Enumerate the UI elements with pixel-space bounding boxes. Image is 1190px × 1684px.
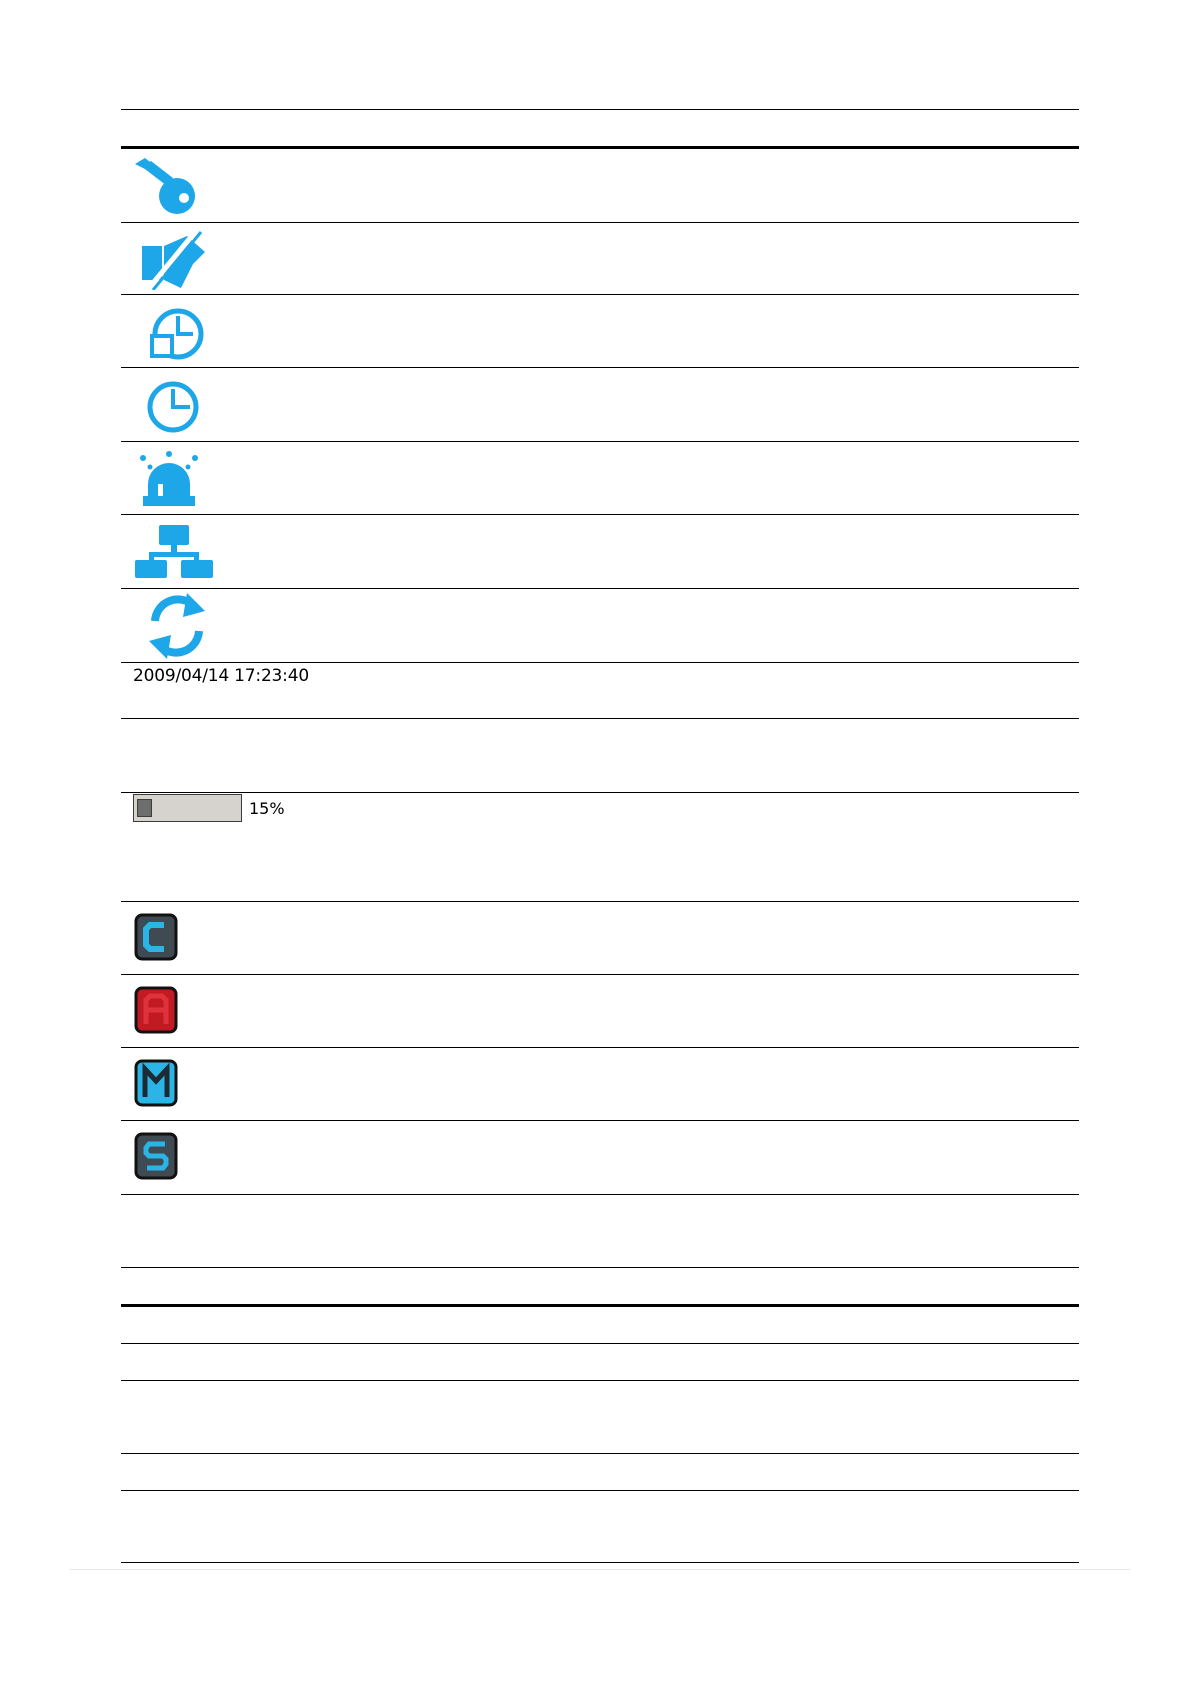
row-divider [121, 1343, 1079, 1344]
row-divider [121, 1120, 1079, 1121]
row-divider [121, 294, 1079, 295]
row-divider [121, 1453, 1079, 1454]
row-divider [121, 662, 1079, 663]
row-divider [121, 974, 1079, 975]
table-bottom-rule [121, 1267, 1079, 1268]
alarm-record-mode-icon [134, 986, 178, 1034]
alarm-icon [136, 450, 202, 508]
row-divider [121, 588, 1079, 589]
row-divider [121, 367, 1079, 368]
audio-mute-icon [139, 230, 209, 290]
progress-label: 15% [249, 799, 285, 818]
table-top-rule [121, 109, 1079, 110]
row-divider [121, 514, 1079, 515]
refresh-icon [143, 593, 211, 659]
row-divider [121, 1047, 1079, 1048]
network-icon [133, 523, 215, 579]
row-divider [121, 1490, 1079, 1491]
progress-fill [137, 799, 152, 817]
schedule-record-mode-icon [134, 1132, 178, 1180]
row-divider [121, 1194, 1079, 1195]
motion-mode-icon [134, 1059, 178, 1107]
timestamp-display: 2009/04/14 17:23:40 [133, 666, 309, 686]
row-divider [121, 901, 1079, 902]
row-divider [121, 792, 1079, 793]
progress-bar [133, 794, 242, 822]
table-header-rule [121, 146, 1079, 149]
row-divider [121, 718, 1079, 719]
schedule-event-icon [148, 306, 206, 362]
table2-bottom-rule [121, 1562, 1079, 1563]
key-icon [133, 156, 199, 216]
page-footer-rule [70, 1569, 1130, 1570]
row-divider [121, 441, 1079, 442]
row-divider [121, 1380, 1079, 1381]
table2-header-rule [121, 1304, 1079, 1307]
schedule-icon [144, 379, 202, 435]
row-divider [121, 222, 1079, 223]
continuous-mode-icon [134, 913, 178, 961]
